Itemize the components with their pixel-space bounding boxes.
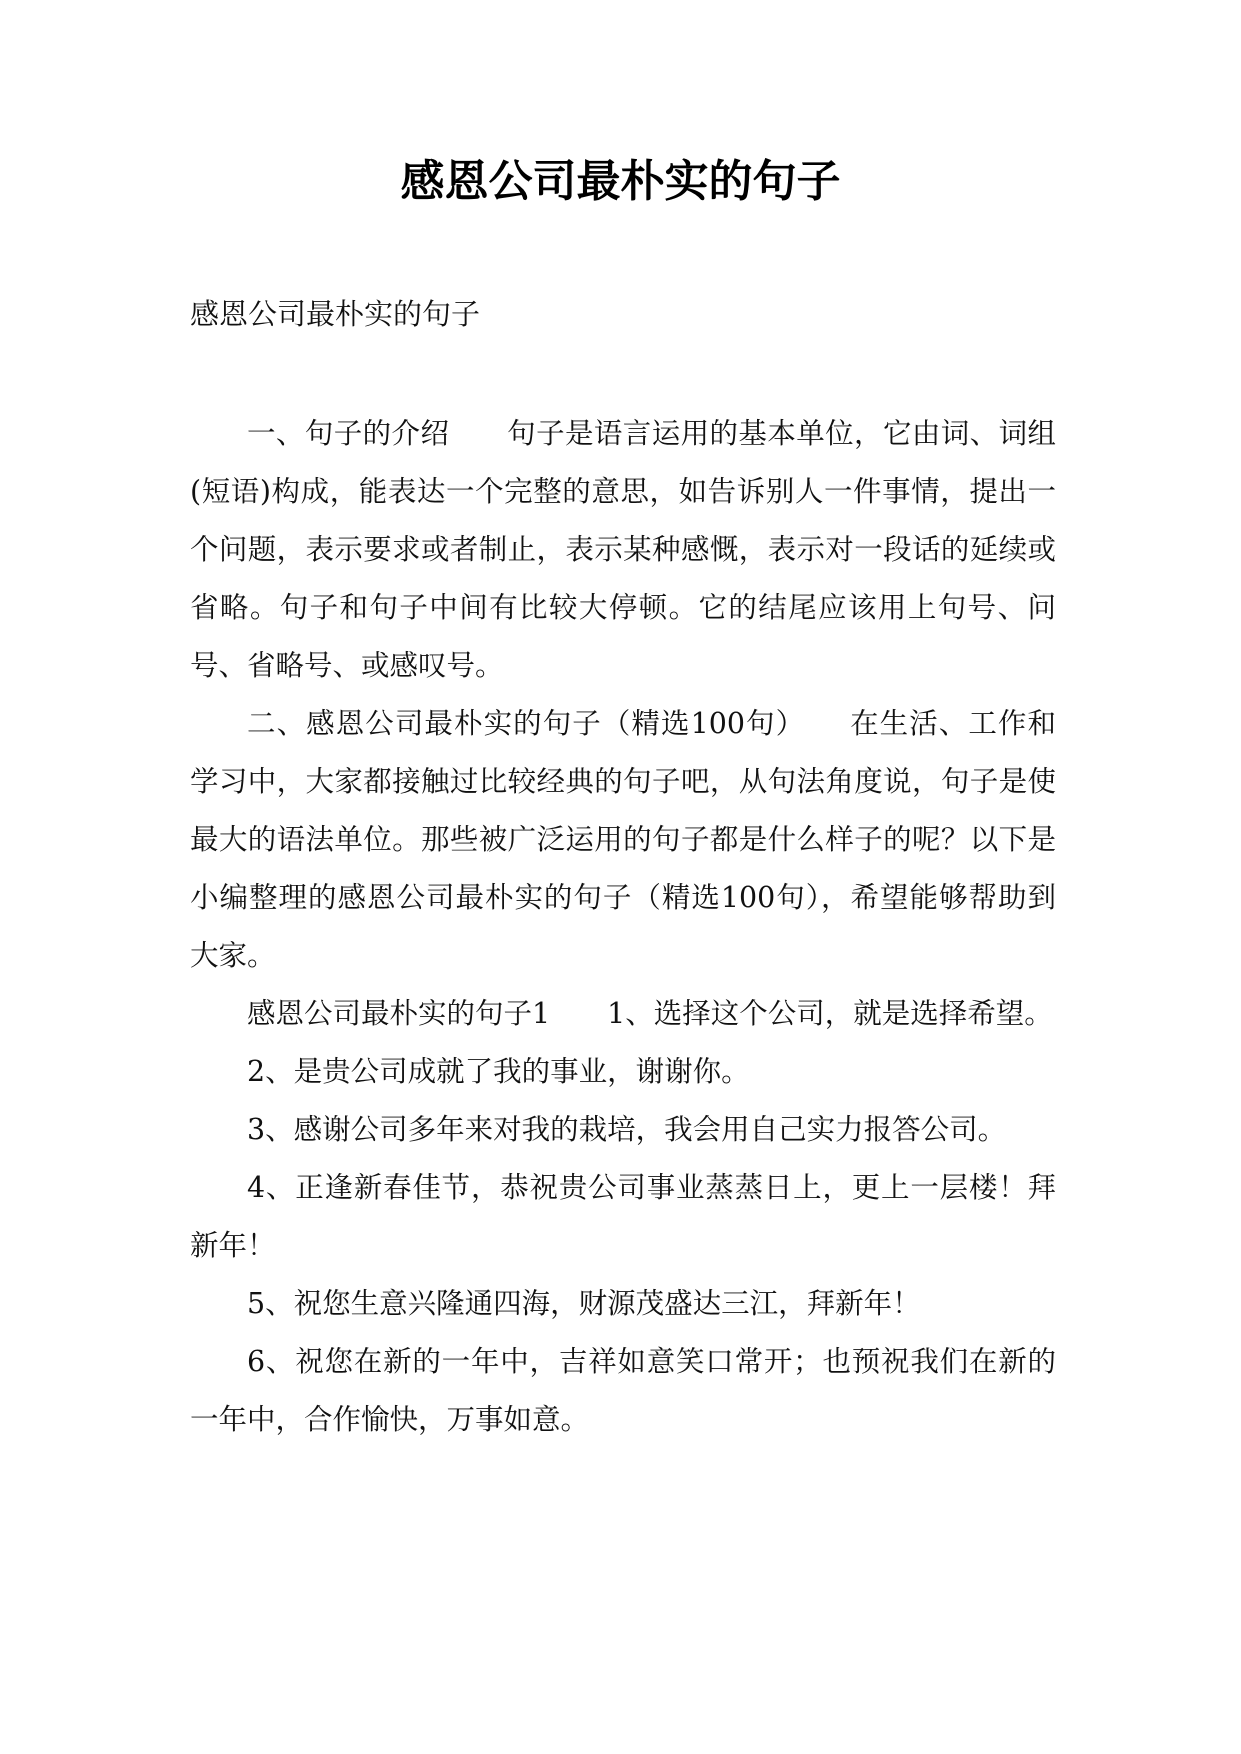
document-subtitle: 感恩公司最朴实的句子	[190, 297, 481, 331]
paragraph-item-6: 6、祝您在新的一年中，吉祥如意笑口常开；也预祝我们在新的一年中，合作愉快，万事如意。	[190, 1345, 1056, 1436]
paragraph-item-2: 2、是贵公司成就了我的事业，谢谢你。	[247, 1055, 750, 1088]
paragraph-item-5: 5、祝您生意兴隆通四海，财源茂盛达三江，拜新年！	[247, 1287, 921, 1320]
paragraph-selection: 二、感恩公司最朴实的句子（精选100句） 在生活、工作和学习中，大家都接触过比较经典的句子吧，从句法角度说，句子是使最大的语法单位。那些被广泛运用的句子都是什么样子的呢？以下是小编整理的感恩公司最朴实的句子（精选100句），希望能够帮助到大家。	[190, 707, 1056, 972]
paragraph-item-4: 4、正逢新春佳节，恭祝贵公司事业蒸蒸日上，更上一层楼！拜新年！	[190, 1171, 1056, 1262]
document-title: 感恩公司最朴实的句子	[400, 156, 841, 207]
paragraph-item-1: 感恩公司最朴实的句子1 1、选择这个公司，就是选择希望。	[247, 997, 1053, 1030]
document-body	[190, 405, 1056, 1449]
paragraph-intro: 一、句子的介绍 句子是语言运用的基本单位，它由词、词组(短语)构成，能表达一个完整的意思，如告诉别人一件事情，提出一个问题，表示要求或者制止，表示某种感慨，表示对一段话的延续或省略。句子和句子中间有比较大停顿。它的结尾应该用上句号、问号、省略号、或感叹号。	[190, 417, 1056, 682]
paragraph-item-3: 3、感谢公司多年来对我的栽培，我会用自己实力报答公司。	[247, 1113, 1007, 1146]
